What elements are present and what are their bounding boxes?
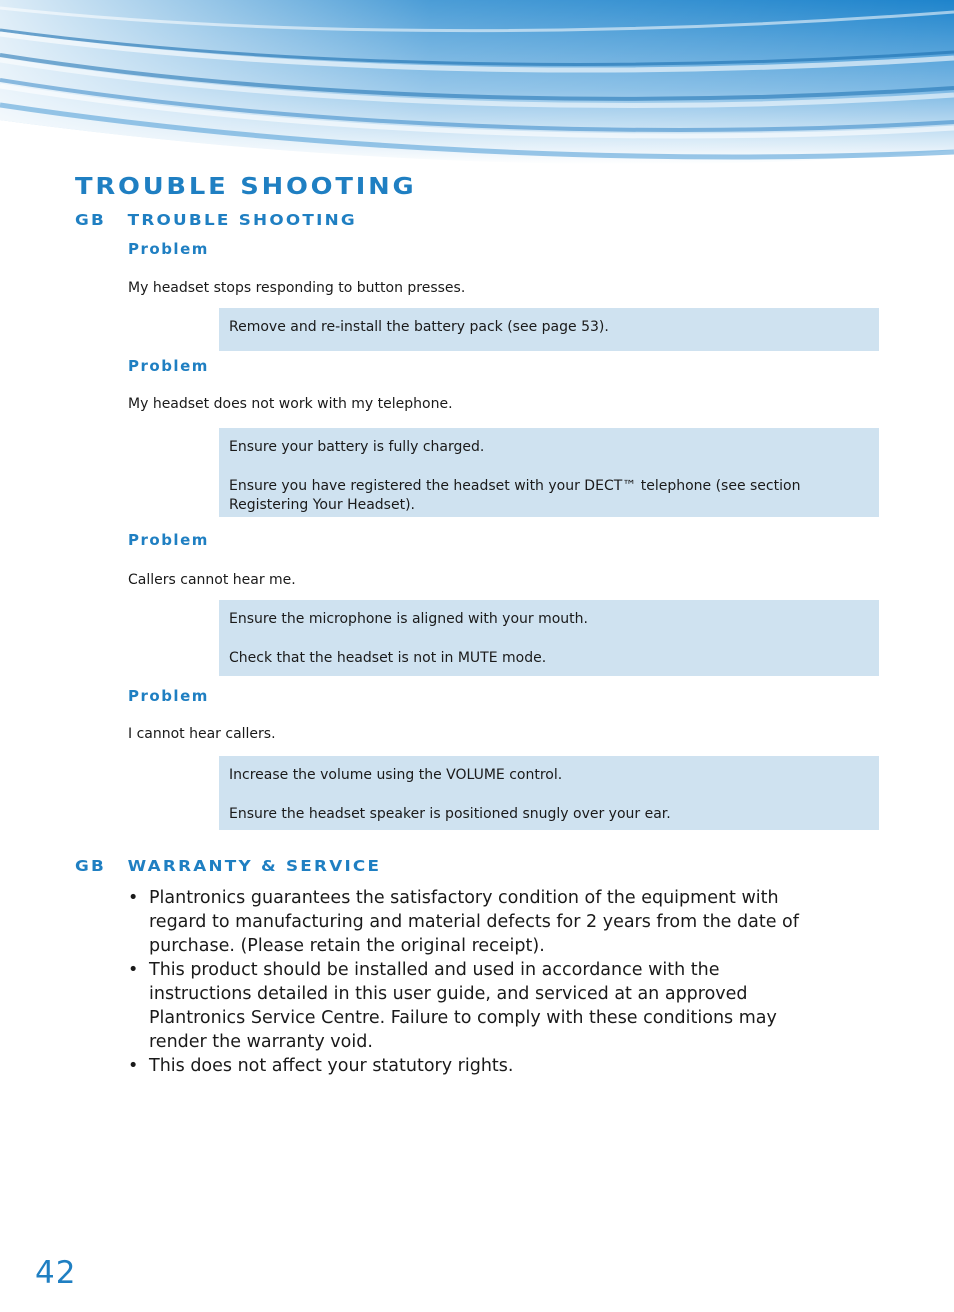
language-code: GB [75,211,107,229]
bullet: • [128,888,139,908]
section-heading-text: WARRANTY & SERVICE [127,857,382,875]
warranty-list [128,886,808,1078]
warranty-item-text: This does not affect your statutory rights. [149,1056,514,1076]
solution-box [219,308,879,351]
problem-label: Problem [128,240,209,258]
warranty-item [128,958,808,1054]
warranty-item-text: This product should be installed and used in accordance with the instructions detailed in this user guide, and serviced at an approved Plantronics Service Centre. Failure to comply with these conditions may render the warranty void. [149,960,777,1052]
warranty-item [128,1054,808,1078]
problem-label: Problem [128,687,209,705]
problem-description: Callers cannot hear me. [128,572,296,588]
solution-text: Ensure the microphone is aligned with your mouth. [229,611,588,627]
solution-text: Check that the headset is not in MUTE mode. [229,650,547,666]
bullet: • [128,960,139,980]
solution-box [219,600,879,676]
bullet: • [128,1056,139,1076]
page-title: TROUBLE SHOOTING [75,174,417,200]
problem-description: I cannot hear callers. [128,726,276,742]
section-heading-text: TROUBLE SHOOTING [127,211,357,229]
solution-text: Ensure you have registered the headset with your DECT™ telephone (see section Registering Your Headset). [229,478,801,513]
problem-label: Problem [128,357,209,375]
solution-text: Ensure your battery is fully charged. [229,439,485,455]
solution-box [219,428,879,517]
problem-description: My headset does not work with my telephone. [128,396,453,412]
trouble-shooting-heading [75,211,357,229]
warranty-item-text: Plantronics guarantees the satisfactory condition of the equipment with regard to manufacturing and material defects for 2 years from the date of purchase. (Please retain the original receipt). [149,888,799,956]
solution-text: Increase the volume using the VOLUME control. [229,767,563,783]
problem-label: Problem [128,531,209,549]
page-number: 42 [35,1255,77,1291]
header-wave-banner [0,0,954,175]
problem-description: My headset stops responding to button presses. [128,280,466,296]
language-code: GB [75,857,107,875]
solution-text: Remove and re-install the battery pack (see page 53). [229,319,609,335]
solution-text: Ensure the headset speaker is positioned snugly over your ear. [229,806,671,822]
warranty-item [128,886,808,958]
warranty-heading [75,857,381,875]
solution-box [219,756,879,830]
